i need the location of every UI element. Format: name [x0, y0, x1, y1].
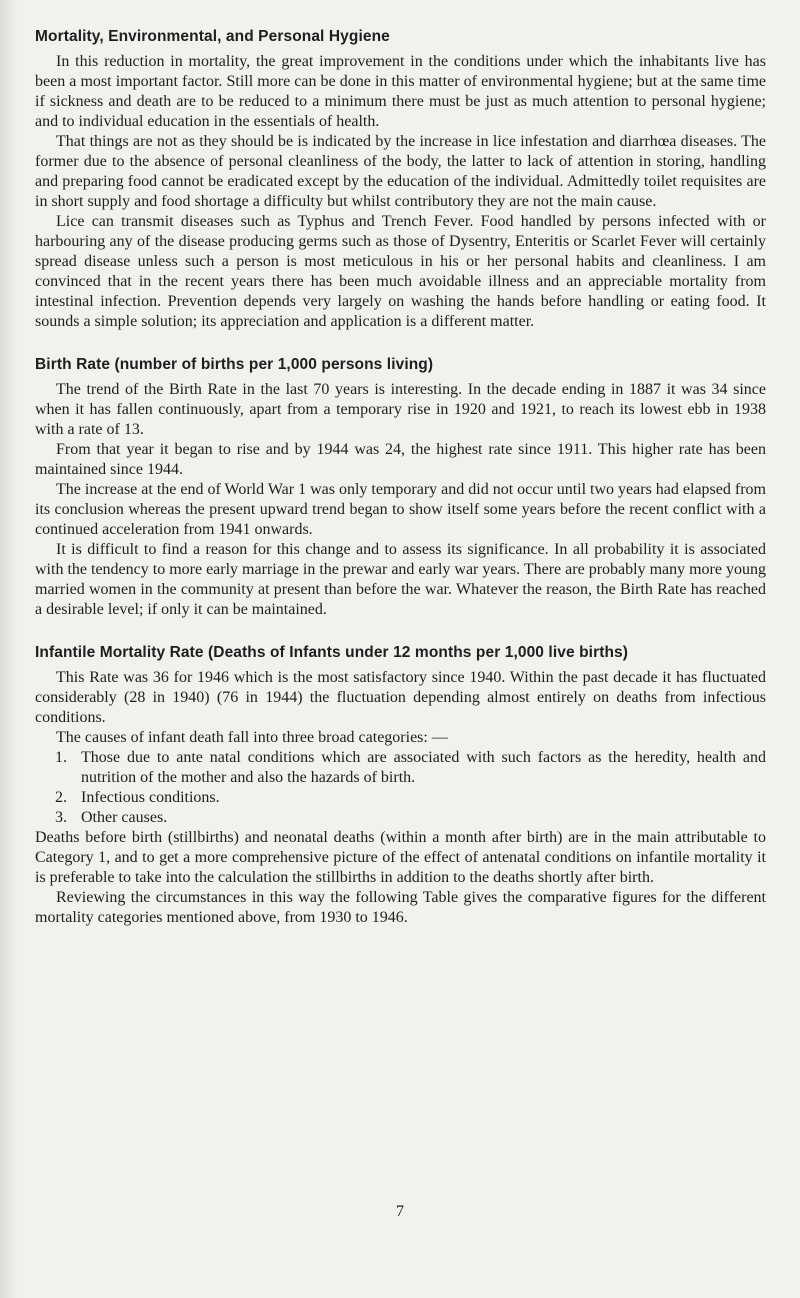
list-item-number: 1.: [55, 749, 67, 766]
paragraph: The trend of the Birth Rate in the last 70 years is interesting. In the decade ending in 1887 it was 34 since when it has fallen continuously, apart from a temporary rise in 1920 and 1921, to reach its lowest ebb in 1938 with a rate of 13.: [35, 381, 766, 438]
paragraph: This Rate was 36 for 1946 which is the most satisfactory since 1940. Within the past decade it has fluctuated considerably (28 in 1940) (76 in 1944) the fluctuation depending almost entirely on deaths from infectious conditions.: [35, 669, 766, 726]
list-item-number: 3.: [55, 809, 67, 826]
list-item: [35, 808, 766, 828]
section-heading-birth-rate: Birth Rate (number of births per 1,000 persons living): [35, 356, 434, 373]
section-heading-infantile-mortality: Infantile Mortality Rate (Deaths of Infants under 12 months per 1,000 live births): [35, 644, 629, 661]
list-item-text: Those due to ante natal conditions which are associated with such factors as the heredity, health and nutrition of the mother and also the hazards of birth.: [81, 749, 766, 786]
paragraph: Reviewing the circumstances in this way the following Table gives the comparative figures for the different mortality categories mentioned above, from 1930 to 1946.: [35, 889, 766, 926]
paragraph: Lice can transmit diseases such as Typhus and Trench Fever. Food handled by persons infected with or harbouring any of the disease producing germs such as those of Dysentry, Enteritis or Scarlet Fever will certainly spread disease unless such a person is most meticulous in his or her personal habits and cleanliness. I am convinced that in the recent years there has been much avoidable illness and an appreciable mortality from intestinal infection. Prevention depends very largely on washing the hands before handling or eating food. It sounds a simple solution; its appreciation and application is a different matter.: [35, 213, 766, 330]
paragraph: Deaths before birth (stillbirths) and neonatal deaths (within a month after birth) are in the main attributable to Category 1, and to get a more comprehensive picture of the effect of antenatal conditions on infantile mortality it is preferable to take into the calculation the stillbirths in addition to the deaths shortly after birth.: [35, 829, 766, 886]
section-hygiene: [35, 28, 766, 332]
page-number: 7: [396, 1203, 404, 1220]
paragraph: In this reduction in mortality, the great improvement in the conditions under which the inhabitants live has been a most important factor. Still more can be done in this matter of environmental hygiene; but at the same time if sickness and death are to be reduced to a minimum there must be just as much attention to personal hygiene; and to individual education in the essentials of health.: [35, 53, 766, 130]
cause-list: [35, 748, 766, 828]
paragraph: The causes of infant death fall into three broad categories: —: [56, 729, 448, 746]
section-heading-hygiene: Mortality, Environmental, and Personal Hygiene: [35, 28, 390, 45]
section-birth-rate: [35, 356, 766, 620]
list-item: [35, 788, 766, 808]
section-infantile-mortality: [35, 644, 766, 928]
paragraph: From that year it began to rise and by 1944 was 24, the highest rate since 1911. This higher rate has been maintained since 1944.: [35, 441, 766, 478]
paragraph: The increase at the end of World War 1 was only temporary and did not occur until two years had elapsed from its conclusion whereas the present upward trend began to show itself some years before the recent conflict with a continued acceleration from 1941 onwards.: [35, 481, 766, 538]
list-item: [35, 748, 766, 788]
list-item-number: 2.: [55, 789, 67, 806]
paragraph: It is difficult to find a reason for this change and to assess its significance. In all probability it is associated with the tendency to more early marriage in the prewar and early war years. There are probably many more young married women in the community at present than before the war. Whatever the reason, the Birth Rate has reached a desirable level; if only it can be maintained.: [35, 541, 766, 618]
paragraph: That things are not as they should be is indicated by the increase in lice infestation and diarrhœa diseases. The former due to the absence of personal cleanliness of the body, the latter to lack of attention in storing, handling and preparing food cannot be eradicated except by the education of the individual. Admittedly toilet requisites are in short supply and food shortage a difficulty but whilst contributory they are not the main cause.: [35, 133, 766, 210]
list-item-text: Infectious conditions.: [81, 789, 220, 806]
list-item-text: Other causes.: [81, 809, 168, 826]
